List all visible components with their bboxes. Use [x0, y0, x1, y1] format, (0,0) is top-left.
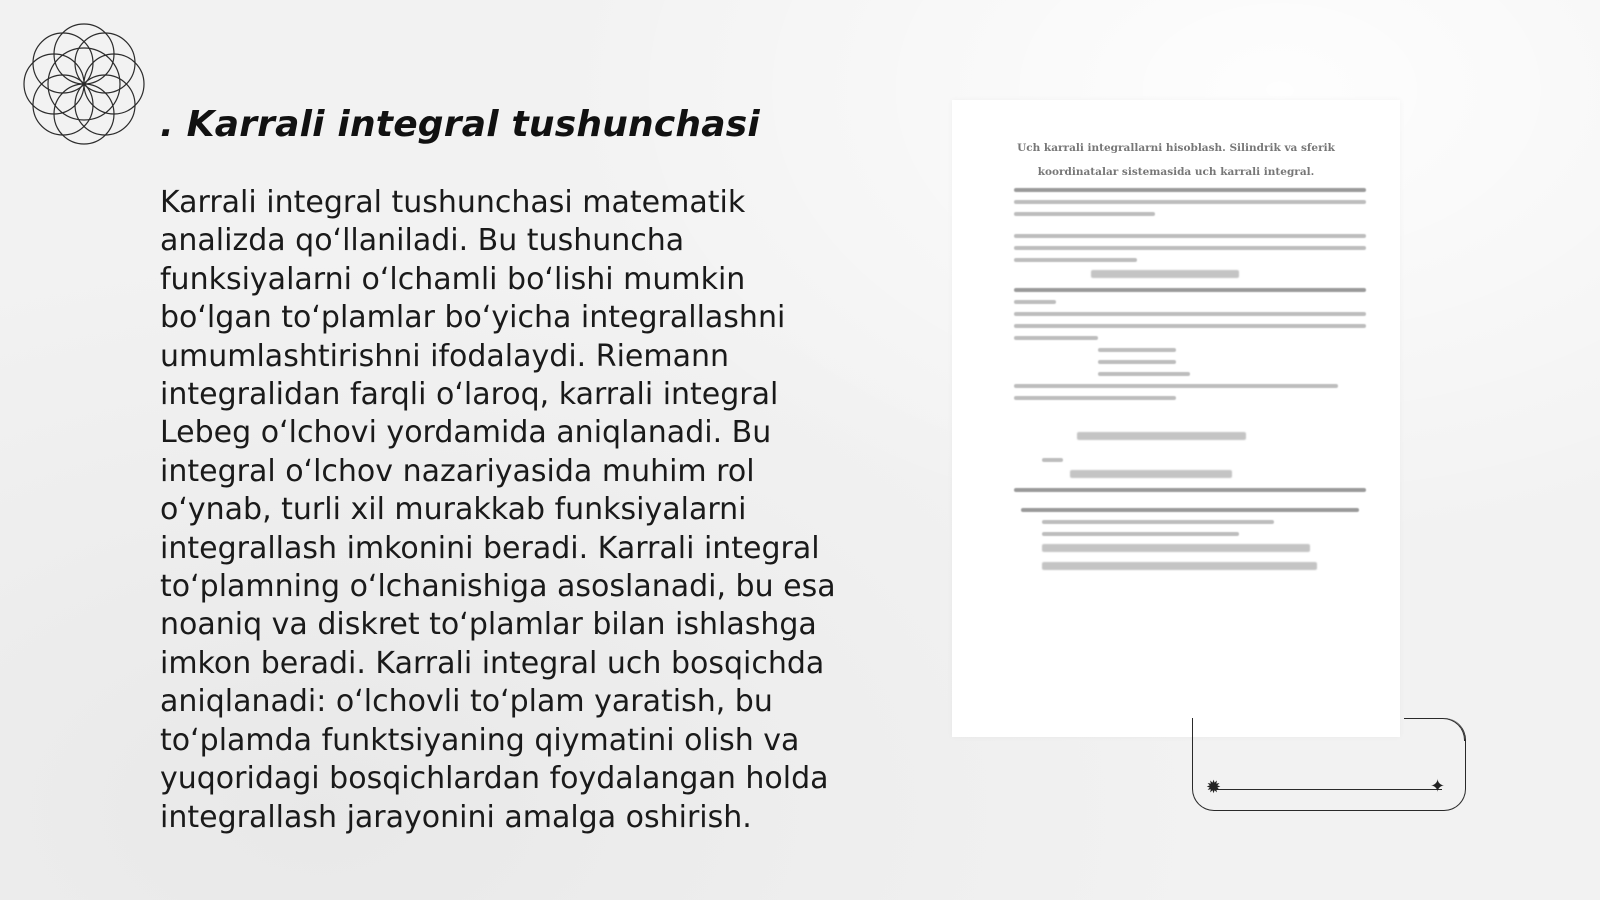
document-body-lines: [1014, 188, 1366, 580]
document-image: [952, 100, 1400, 737]
document-heading-line1: Uch karrali integrallarni hisoblash. Silindrik va sferik: [1017, 142, 1335, 154]
four-point-star-icon: ✦: [1430, 776, 1446, 797]
document-heading-line2: koordinatalar sistemasida uch karrali integral.: [1037, 166, 1315, 178]
sun-sparkle-icon: ✹: [1206, 777, 1222, 798]
flower-of-life-icon: [10, 10, 158, 158]
decorative-frame-top: [1404, 718, 1465, 741]
slide-title: . Karrali integral tushunchasi: [160, 104, 760, 145]
slide-paragraph: Karrali integral tushunchasi matematik analizda qoʻllaniladi. Bu tushuncha funksiyalarni oʻlchamli boʻlishi mumkin boʻlgan toʻplamlar boʻyicha integrallashni umumlashtirishni ifodalaydi. Riemann integralidan farqli oʻlaroq, karrali integral Lebeg oʻlchovi yordamida aniqlanadi. Bu integral oʻlchov nazariyasida muhim rol oʻynab, turli xil murakkab funksiyalarni integrallash imkonini beradi. Karrali integral toʻplamning oʻlchanishiga asoslanadi, bu esa noaniq va diskret toʻplamlar bilan ishlashga imkon beradi. Karrali integral uch bosqichda aniqlanadi: oʻlchovli toʻplam yaratish, bu toʻplamda funktsiyaning qiymatini olish va yuqoridagi bosqichlardan foydalangan holda integrallash jarayonini amalga oshirish.: [160, 185, 836, 835]
decorative-frame-line: [1216, 789, 1442, 790]
